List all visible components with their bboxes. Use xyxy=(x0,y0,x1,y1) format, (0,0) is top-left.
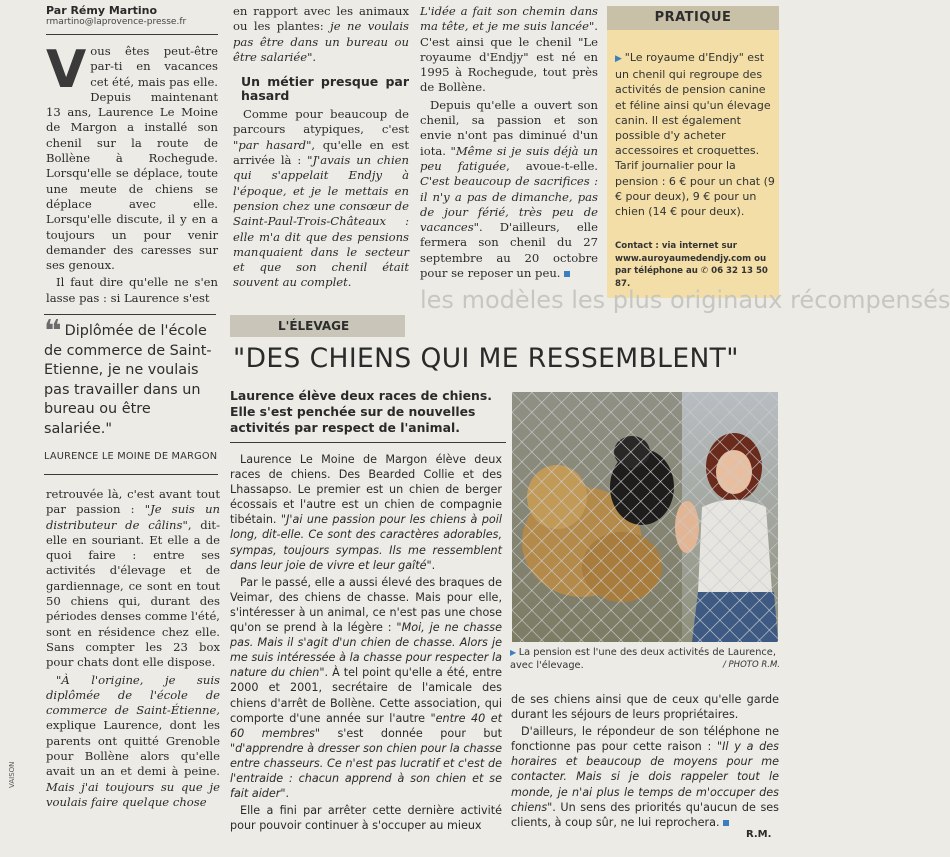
paragraph: "À l'origine, je suis diplômée de l'école de commerce de Saint-Étienne, explique Laurence, dont les parents ont quitté Grenoble pour Bollène alors qu'elle avait un an et demi à peine. Mais j'ai toujours su que je voulais faire quelque chose xyxy=(46,672,220,809)
article-photo xyxy=(512,392,778,642)
paragraph: retrouvée là, c'est avant tout par passion : "Je suis un distributeur de câlins", dit-elle en souriant. Et elle a de quoi faire : entre ses activités d'élevage et de gardiennage, ce sont en tout 50 chiens qui, durant des périodes denses comme l'été, sont en résidence chez elle. Sans compter les 23 box pour chats dont elle dispose. xyxy=(46,487,221,670)
paragraph: de ses chiens ainsi que de ceux qu'elle garde durant les séjours de leurs propriétaires. xyxy=(511,693,779,722)
subheading: Un métier presque par hasard xyxy=(241,74,409,104)
adjacent-article-ghost-text: les modèles les plus originaux récompensés xyxy=(420,286,950,314)
divider xyxy=(44,474,218,475)
author-name: Par Rémy Martino xyxy=(46,4,158,17)
paragraph: Laurence Le Moine de Margon élève deux races de chiens. Des Bearded Collie et des Lhassapso. Le premier est un chien de berger écossais et l'autre est un chien de compagnie tibétain. "J'ai une passion pour les chiens à poil long, dit-elle. Ce sont des caractères adorables, sympas, toujours sympas. Ils me ressemblent dans leur joie de vivre et leur gaîté". xyxy=(230,453,502,572)
bullet-icon: ▶ xyxy=(510,648,519,657)
photo-woman-with-dogs xyxy=(512,392,778,642)
divider xyxy=(44,314,216,315)
divider xyxy=(230,442,506,443)
pull-quote: ❝ Diplômée de l'école de commerce de Saint-Etienne, je ne voulais pas travailler dans un bureau ou être salariée." xyxy=(44,314,212,437)
paragraph: Elle a fini par arrêter cette dernière activité pour pouvoir continuer à s'occuper au mieux xyxy=(230,804,502,833)
paragraph: Par le passé, elle a aussi élevé des braques de Veimar, des chiens de chasse. Mais pour elle, s'intéresser à un animal, ce n'est pas une chose qu'on se prend à la légère : "Moi, je ne chasse pas. Mais il s'agit d'un chien de chasse. Alors je me suis intéressée à la chasse pour respecter la nature du chien". À tel point qu'elle a été, entre 2000 et 2001, secrétaire de l'amicale des chiens d'arrêt de Bollène. Cette association, qui comporte d'une année sur l'autre "entre 40 et 60 membres" s'est donnée pour but "d'apprendre à dresser son chien pour la chasse entre chasseurs. Ce n'est pas lucratif et c'est de l'entraide : chacun apprend à son chien et se fait aider". xyxy=(230,575,502,801)
divider xyxy=(46,34,218,35)
article-column-2-top xyxy=(233,4,409,293)
standfirst: Laurence élève deux races de chiens. Elle s'est penchée sur de nouvelles activités par respect de l'animal. xyxy=(230,388,492,435)
article-column-1-bottom xyxy=(46,487,220,812)
drop-cap: V xyxy=(46,40,87,100)
photo-caption: ▶ La pension est l'une des deux activités de Laurence, avec l'élevage. / PHOTO R.M. xyxy=(510,647,780,671)
signature: R.M. xyxy=(746,829,772,840)
paragraph: D'ailleurs, le répondeur de son téléphone ne fonctionne pas pour cette raison : "Il y a des horaires et beaucoup de moyens pour me contacter. Mais si je dois rappeler tout le monde, je n'ai plus le temps de m'occuper des chiens". Un sens des priorités qu'aucun de ses clients, à coup sûr, ne lui reprochera. xyxy=(511,725,779,829)
pratique-title: PRATIQUE xyxy=(607,6,779,30)
bullet-icon: ▶ xyxy=(615,54,625,64)
pratique-rates: Tarif journalier pour la pension : 6 € pour un chat (9 € pour deux), 9 € pour un chien (14 € pour deux). xyxy=(615,159,775,219)
paragraph: Depuis qu'elle a ouvert son chenil, sa passion et son envie n'ont pas diminué d'un iota. "Même si je suis déjà un peu fatiguée, avoue-t-elle. C'est beaucoup de sacrifices : il n'y a pas de dimanche, pas de jour férié, très peu de vacances". D'ailleurs, elle fermera son chenil du 27 septembre au 20 octobre pour se reposer un peu. xyxy=(420,97,598,281)
quote-mark-icon: ❝ xyxy=(44,314,62,349)
section-label: L'ÉLEVAGE xyxy=(230,315,405,337)
pratique-text: ▶ "Le royaume d'Endjy" est un chenil qui regroupe des activités de pension canine et féline ainsi qu'un élevage canin. Il est également possible d'y acheter accessoires et croquettes. xyxy=(615,51,771,158)
edition-stamp: VAISON xyxy=(8,761,16,788)
paragraph: Comme pour beaucoup de parcours atypiques, c'est "par hasard", qu'elle en est arrivée là : "J'avais un chien qui s'appelait Endjy à l'époque, et je le mettais en pension chez une consœur de Saint-Paul-Trois-Châteaux : elle m'a dit que des pensions manquaient dans le secteur et que son chenil était souvent au complet. xyxy=(233,107,409,290)
article-column-3-top xyxy=(420,4,598,283)
photo-credit: / PHOTO R.M. xyxy=(722,660,780,670)
headline: "DES CHIENS QUI ME RESSEMBLENT" xyxy=(233,343,739,374)
byline xyxy=(46,4,216,27)
paragraph: ous êtes peut-être par-ti en vacances cet été, mais pas elle. Depuis maintenant 13 ans, Laurence Le Moine de Margon a installé son chenil sur la route de Bollène à Rochegude. Lorsqu'elle se déplace, toute une meute de chiens se déplace avec elle. Lorsqu'elle discute, il y en a toujours un pour venir demander des caresses sur ses genoux. xyxy=(46,44,218,273)
article-column-1-top xyxy=(46,40,218,308)
paragraph: L'idée a fait son chemin dans ma tête, et je me suis lancée". C'est ainsi que le chenil "Le royaume d'Endjy" est né en 1995 à Rochegude, tout près de Bollène. xyxy=(420,4,598,95)
article-column-2-bottom xyxy=(230,452,502,835)
end-mark-icon xyxy=(564,271,570,277)
pratique-body xyxy=(615,50,775,219)
paragraph: Il faut dire qu'elle ne s'en lasse pas : si Laurence s'est xyxy=(46,275,218,305)
pratique-contact: Contact : via internet sur www.auroyaumedendjy.com ou par téléphone au ✆ 06 32 13 50 87. xyxy=(615,241,768,289)
author-email: rmartino@laprovence-presse.fr xyxy=(46,17,187,27)
paragraph: en rapport avec les animaux ou les plantes: je ne voulais pas être dans un bureau ou être salariée". xyxy=(233,4,410,64)
end-mark-icon xyxy=(723,820,729,826)
pull-quote-author: LAURENCE LE MOINE DE MARGON xyxy=(44,451,218,462)
article-column-3-bottom xyxy=(511,692,779,832)
